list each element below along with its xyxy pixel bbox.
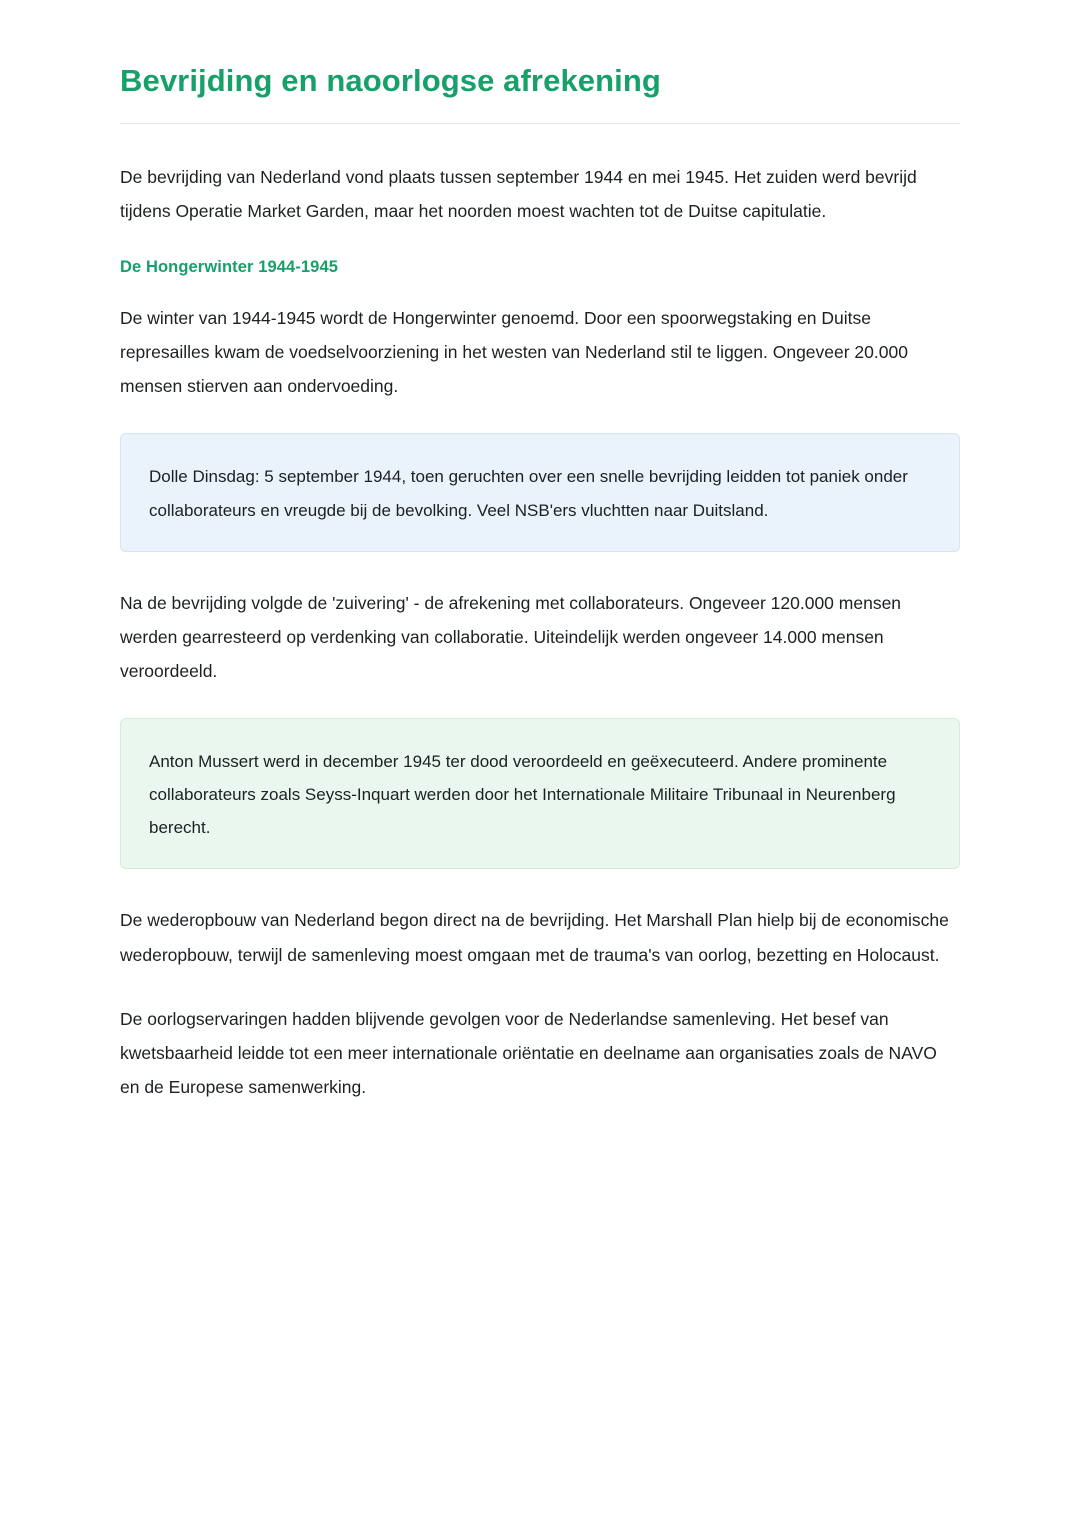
callout-mussert-text: Anton Mussert werd in december 1945 ter dood veroordeeld en geëxecuteerd. Andere prominente collaborateurs zoals Seyss-Inquart werden door het Internationale Militaire Tribunaal in Neurenberg berecht. (149, 752, 896, 838)
callout-dolle-dinsdag (120, 433, 960, 551)
paragraph-zuivering: Na de bevrijding volgde de 'zuivering' - de afrekening met collaborateurs. Ongeveer 120.000 mensen werden gearresteerd op verdenking van collaboratie. Uiteindelijk werden ongeveer 14.000 mensen veroordeeld. (120, 592, 902, 681)
paragraph-wederopbouw: De wederopbouw van Nederland begon direct na de bevrijding. Het Marshall Plan hielp bij de economische wederopbouw, terwijl de samenleving moest omgaan met de trauma's van oorlog, bezetting en Holocaust. (120, 910, 949, 965)
title-divider (120, 123, 960, 124)
section-heading-hongerwinter: De Hongerwinter 1944-1945 (120, 258, 339, 276)
callout-dolle-dinsdag-text: Dolle Dinsdag: 5 september 1944, toen geruchten over een snelle bevrijding leidden tot paniek onder collaborateurs en vreugde bij de bevolking. Veel NSB'ers vluchtten naar Duitsland. (149, 467, 908, 520)
intro-paragraph: De bevrijding van Nederland vond plaats tussen september 1944 en mei 1945. Het zuiden werd bevrijd tijdens Operatie Market Garden, maar het noorden moest wachten tot de Duitse capitulatie. (120, 166, 917, 221)
callout-mussert (120, 718, 960, 869)
page-title: Bevrijding en naoorlogse afrekening (120, 63, 661, 98)
paragraph-gevolgen: De oorlogservaringen hadden blijvende gevolgen voor de Nederlandse samenleving. Het besef van kwetsbaarheid leidde tot een meer internationale oriëntatie en deelname aan organisaties zoals de NAVO en de Europese samenwerking. (120, 1008, 937, 1097)
paragraph-hongerwinter: De winter van 1944-1945 wordt de Hongerwinter genoemd. Door een spoorwegstaking en Duitse represailles kwam de voedselvoorziening in het westen van Nederland stil te liggen. Ongeveer 20.000 mensen stierven aan ondervoeding. (120, 308, 908, 397)
